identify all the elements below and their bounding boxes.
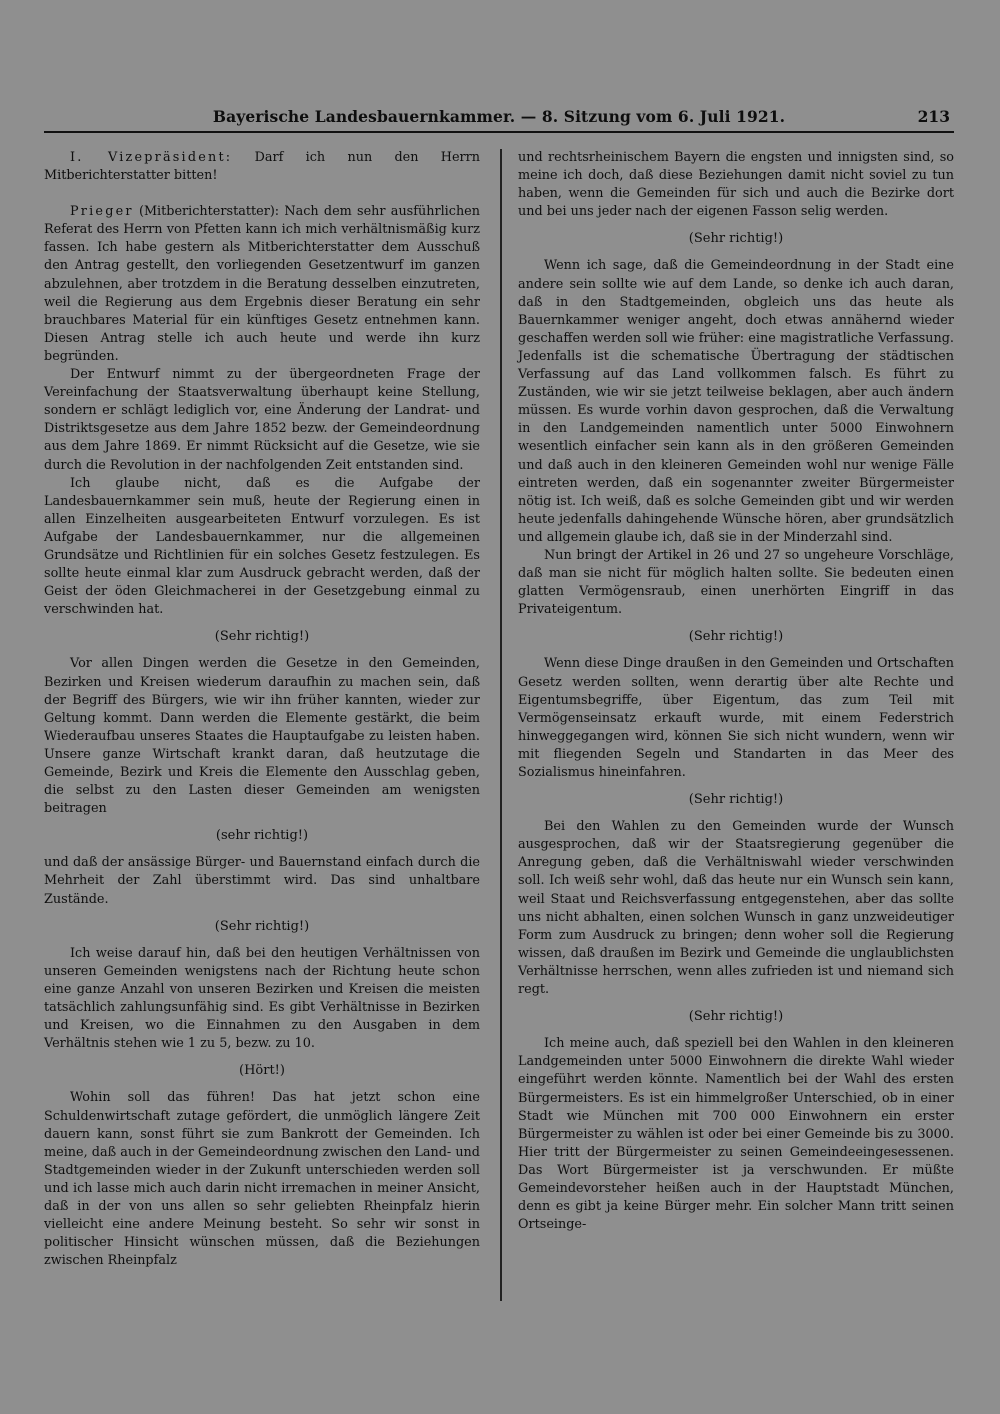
speaker-name: I. Vizepräsident: (70, 150, 233, 165)
paragraph: Nun bringt der Artikel in 26 und 27 so ungeheure Vorschläge, daß man sie nicht für möglich halten sollte. Sie bedeuten einen glatten Vermögensraub, einen unerhörten Eingriff in das Privateigentum. (518, 547, 954, 618)
left-column (44, 149, 480, 1270)
paragraph (44, 203, 480, 366)
paragraph: Ich glaube nicht, daß es die Aufgabe der Landesbauernkammer sein muß, heute der Regierung einen in allen Einzelheiten ausgearbeiteten Entwurf vorzulegen. Es ist Aufgabe der Landesbauernkammer, nur die allgemeinen Grundsätze und Richtlinien für ein solches Gesetz festzulegen. Es sollte heute einmal klar zum Ausdruck gebracht werden, daß der Geist der öden Gleichmacherei in der Gesetzgebung einmal zu verschwinden hat. (44, 475, 480, 618)
page-header (44, 107, 954, 131)
running-title: Bayerische Landesbauernkammer. — 8. Sitzung vom 6. Juli 1921. (212, 107, 786, 126)
speech-text: (Mitberichterstatter): Nach dem sehr ausführlichen Referat des Herrn von Pfetten kann ich mich verhältnismäßig kurz fassen. Ich habe gestern als Mitberichterstatter dem Ausschuß den Antrag gestellt, den vorliegenden Gesetzentwurf im ganzen abzulehnen, aber trotzdem in die Beratung desselben einzutreten, weil die Regierung aus dem Ergebnis dieser Beratung ein sehr brauchbares Material für ein künftiges Gesetz entnehmen kann. Diesen Antrag stelle ich auch heute und werde ihn kurz begründen. (44, 204, 480, 364)
paragraph: Wohin soll das führen! Das hat jetzt schon eine Schuldenwirtschaft zutage gefördert, die unmöglich längere Zeit dauern kann, sonst führt sie zum Bankrott der Gemeinden. Ich meine, daß auch in der Gemeindeordnung zwischen den Land- und Stadtgemeinden wieder in der Zukunft unterschieden werden soll und ich lasse mich auch darin nicht irremachen in meiner Ansicht, daß in der von uns allen so sehr geliebten Rheinpfalz hierin vielleicht eine andere Meinung besteht. So sehr wir sonst in politischer Hinsicht wünschen müssen, daß die Beziehungen zwischen Rheinpfalz (44, 1090, 480, 1269)
column-divider (500, 149, 502, 1301)
interjection: (Sehr richtig!) (688, 792, 784, 808)
interjection: (Hört!) (239, 1063, 285, 1079)
interjection: (Sehr richtig!) (214, 629, 310, 645)
page-number: 213 (917, 107, 950, 126)
paragraph: Ich weise darauf hin, daß bei den heutigen Verhältnissen von unseren Gemeinden wenigstens nach der Richtung heute schon eine ganze Anzahl von unseren Bezirken und Kreisen die meisten tatsächlich zahlungsunfähig sind. Es gibt Verhältnisse in Bezirken und Kreisen, wo die Einnahmen zu den Ausgaben in dem Verhältnis stehen wie 1 zu 5, bezw. zu 10. (44, 945, 480, 1052)
paragraph: Ich meine auch, daß speziell bei den Wahlen in den kleineren Landgemeinden unter 5000 Einwohnern die direkte Wahl wieder eingeführt werden könnte. Namentlich bei der Wahl des ersten Bürgermeisters. Es ist ein himmelgroßer Unterschied, ob in einer Stadt wie München mit 700 000 Einwohnern ein erster Bürgermeister zu wählen ist oder bei einer Gemeinde bis zu 3000. Hier tritt der Bürgermeister zu seinen Gemeindeeingesessenen. Das Wort Bürgermeister ist ja verschwunden. Er müßte Gemeindevorsteher heißen auch in der Hauptstadt München, denn es gibt ja keine Bürger mehr. Ein solcher Mann tritt seinen Ortseinge- (518, 1036, 954, 1233)
paragraph: Bei den Wahlen zu den Gemeinden wurde der Wunsch ausgesprochen, daß wir der Staatsregierung gegenüber die Anregung geben, daß die Verhältniswahl wieder verschwinden soll. Ich weiß sehr wohl, daß das heute nur ein Wunsch sein kann, weil Staat und Reichsverfassung entgegenstehen, aber das sollte uns nicht abhalten, einen solchen Wunsch in ganz unzweideutiger Form zum Ausdruck zu bringen; denn woher soll die Regierung wissen, daß draußen im Bezirk und Gemeinde die unglaublichsten Verhältnisse herrschen, wenn alles zufrieden ist und niemand sich regt. (518, 819, 954, 998)
right-column (518, 149, 954, 1234)
header-rule (44, 131, 954, 133)
interjection: (Sehr richtig!) (688, 231, 784, 247)
paragraph: Wenn diese Dinge draußen in den Gemeinden und Ortschaften Gesetz werden sollten, wenn derartig über alte Rechte und Eigentumsbegriffe, über Eigentum, das zum Teil mit Vermögenseinsatz erkauft wurde, mit einem Federstrich hinweggegangen wird, können Sie sich nicht wundern, wenn wir mit fliegenden Segeln und Standarten in das Meer des Sozialismus hineinfahren. (518, 656, 954, 780)
interjection: (Sehr richtig!) (214, 918, 310, 934)
paragraph: Wenn ich sage, daß die Gemeindeordnung in der Stadt eine andere sein sollte wie auf dem Lande, so denke ich auch daran, daß in den Stadtgemeinden, obgleich uns das heute als Bauernkammer weniger angeht, doch etwas annähernd wieder geschaffen werden soll wie früher: eine magistratliche Verfassung. Jedenfalls ist die schematische Übertragung der städtischen Verfassung auf das Land vollkommen falsch. Es führt zu Zuständen, wie wir sie jetzt teilweise beklagen, aber auch ändern müssen. Es wurde vorhin davon gesprochen, daß die Verwaltung in den Landgemeinden namentlich unter 5000 Einwohnern wesentlich einfacher sein kann als in den größeren Gemeinden und daß auch in den kleineren Gemeinden wohl nur wenige Fälle eintreten werden, daß ein sogenannter zweiter Bürgermeister nötig ist. Ich weiß, daß es solche Gemeinden gibt und wir werden heute jedenfalls dahingehende Wünsche hören, aber grundsätzlich und allgemein glaube ich, daß sie in der Minderzahl sind. (518, 258, 954, 545)
paragraph: und rechtsrheinischem Bayern die engsten und innigsten sind, so meine ich doch, daß diese Beziehungen damit nicht soviel zu tun haben, wenn die Gemeinden für sich und auch die Bezirke dort und bei uns jeder nach der eigenen Fasson selig werden. (518, 150, 954, 220)
paragraph: und daß der ansässige Bürger- und Bauernstand einfach durch die Mehrheit der Zahl überstimmt wird. Das sind unhaltbare Zustände. (44, 855, 480, 907)
interjection: (sehr richtig!) (215, 828, 309, 844)
paragraph: Der Entwurf nimmt zu der übergeordneten Frage der Vereinfachung der Staatsverwaltung überhaupt keine Stellung, sondern er schlägt lediglich vor, eine Änderung der Landrat- und Distriktsgesetze aus dem Jahre 1852 bezw. der Gemeindeordnung aus dem Jahre 1869. Er nimmt Rücksicht auf die Gesetze, wie sie durch die Revolution in der nachfolgenden Zeit entstanden sind. (44, 367, 480, 473)
interjection: (Sehr richtig!) (688, 629, 784, 645)
paragraph (44, 149, 480, 185)
speaker-name: Prieger (70, 204, 134, 220)
paragraph: Vor allen Dingen werden die Gesetze in den Gemeinden, Bezirken und Kreisen wiederum daraufhin zu machen sein, daß der Begriff des Bürgers, wie wir ihn früher kannten, wieder zur Geltung kommt. Dann werden die Elemente gestärkt, die beim Wiederaufbau unseres Staates die Hauptaufgabe zu leisten haben. Unsere ganze Wirtschaft krankt daran, daß heutzutage die Gemeinde, Bezirk und Kreis die Elemente den Ausschlag geben, die selbst zu den Lasten dieser Gemeinden am wenigsten beitragen (44, 656, 480, 817)
speech-text: Darf ich nun den Herrn Mitberichterstatter bitten! (44, 150, 480, 184)
interjection: (Sehr richtig!) (688, 1009, 784, 1025)
